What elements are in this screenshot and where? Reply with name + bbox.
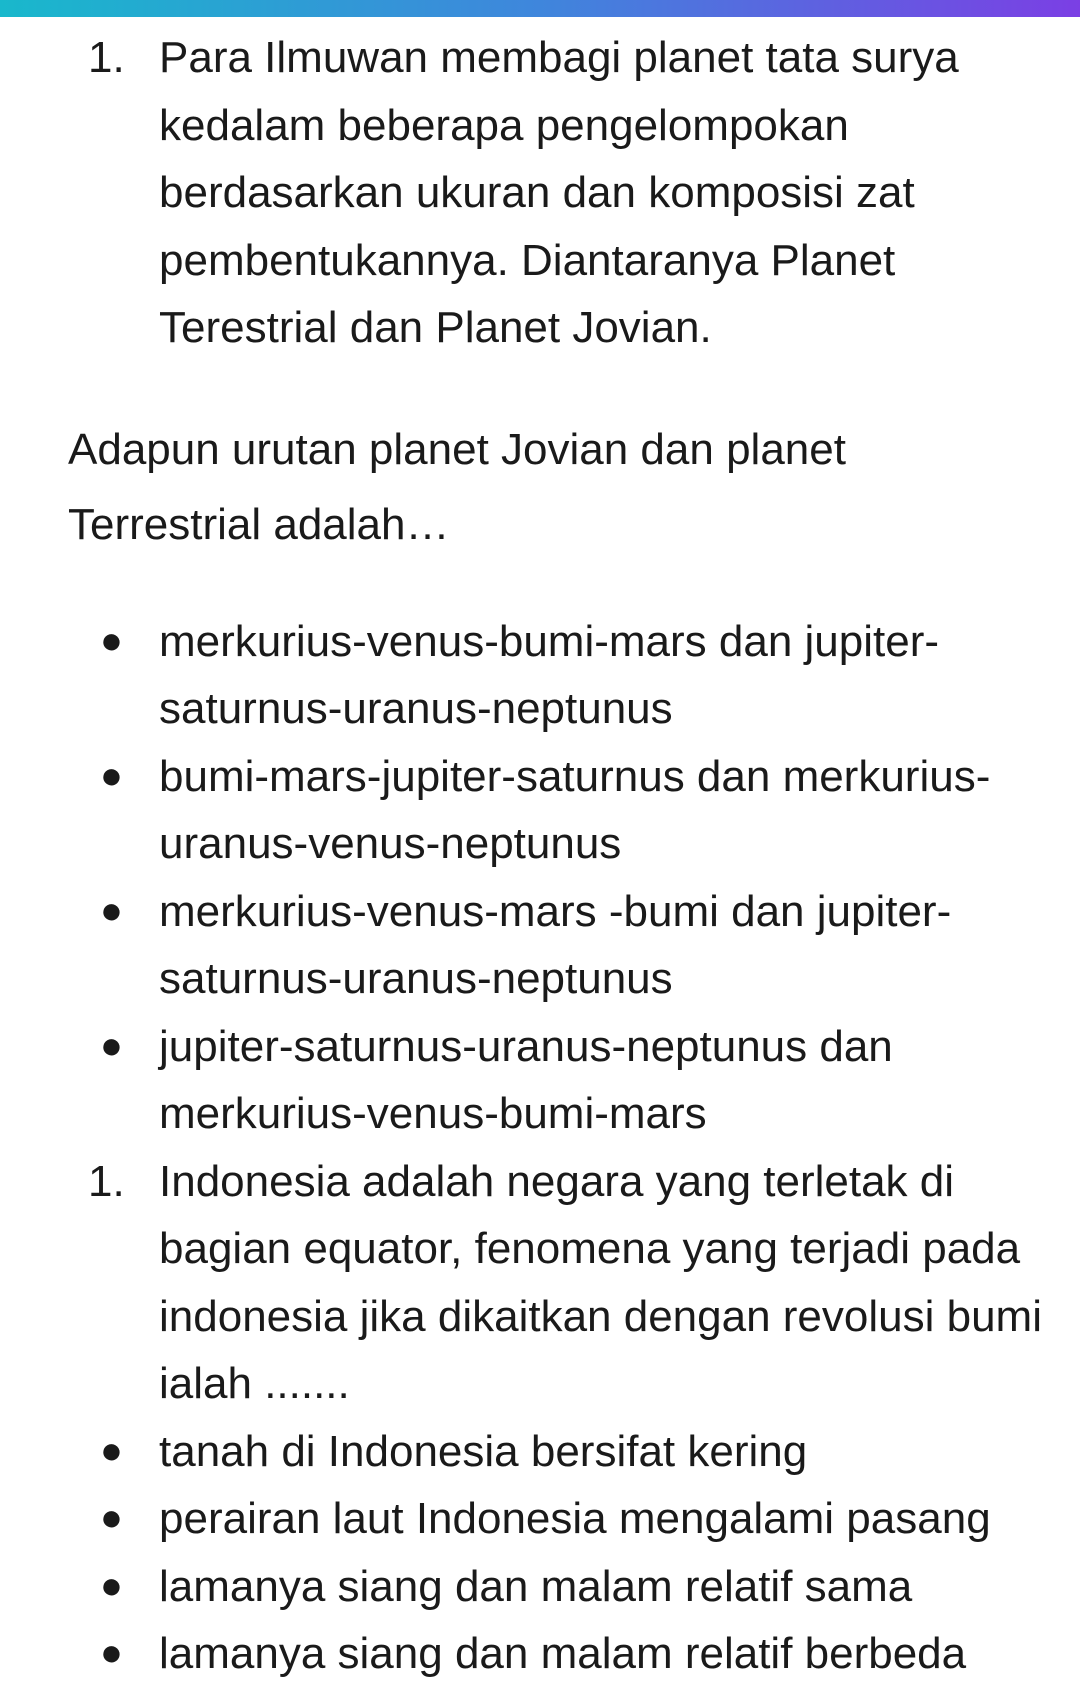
- option-item: [0, 608, 1080, 743]
- option-text: bumi-mars-jupiter-saturnus dan merkurius-uranus-venus-neptunus: [159, 751, 991, 868]
- question-number: 1.: [88, 1156, 125, 1206]
- option-text: jupiter-saturnus-uranus-neptunus dan merkurius-venus-bumi-mars: [159, 1021, 893, 1138]
- option-item: [0, 878, 1080, 1013]
- option-item: [0, 1553, 1080, 1621]
- bullet-icon: ●: [100, 1497, 123, 1539]
- question-text: Indonesia adalah negara yang terletak di bagian equator, fenomena yang terjadi pada indonesia jika dikaitkan dengan revolusi bumi ialah .......: [159, 1156, 1042, 1408]
- option-text: merkurius-venus-mars -bumi dan jupiter-saturnus-uranus-neptunus: [159, 886, 952, 1003]
- bullet-icon: ●: [100, 754, 123, 797]
- option-text: lamanya siang dan malam relatif berbeda: [159, 1629, 967, 1678]
- document-body: [0, 24, 1080, 1688]
- option-item: [0, 1418, 1080, 1486]
- option-text: merkurius-venus-bumi-mars dan jupiter-saturnus-uranus-neptunus: [159, 616, 940, 733]
- question-number: 1.: [88, 33, 125, 82]
- question-prompt: Adapun urutan planet Jovian dan planet Terrestrial adalah…: [68, 424, 846, 549]
- top-gradient-bar: [0, 0, 1080, 17]
- option-text: tanah di Indonesia bersifat kering: [159, 1426, 808, 1476]
- question-text: Para Ilmuwan membagi planet tata surya kedalam beberapa pengelompokan berdasarkan ukuran dan komposisi zat pembentukannya. Diantaranya Planet Terestrial dan Planet Jovian.: [159, 33, 959, 352]
- bullet-icon: ●: [100, 1024, 123, 1067]
- option-item: [0, 743, 1080, 878]
- bullet-icon: ●: [100, 1564, 123, 1607]
- bullet-icon: ●: [100, 1429, 123, 1472]
- bullet-icon: ●: [100, 889, 123, 932]
- option-text: lamanya siang dan malam relatif sama: [159, 1561, 913, 1611]
- bullet-icon: ●: [100, 1632, 123, 1674]
- question-2: [0, 1148, 1080, 1418]
- bullet-icon: ●: [100, 619, 123, 662]
- option-item: [0, 1013, 1080, 1148]
- option-item: [0, 1485, 1080, 1553]
- option-item: [0, 1620, 1080, 1688]
- option-text: perairan laut Indonesia mengalami pasang: [159, 1494, 991, 1543]
- question-1: [0, 24, 1080, 362]
